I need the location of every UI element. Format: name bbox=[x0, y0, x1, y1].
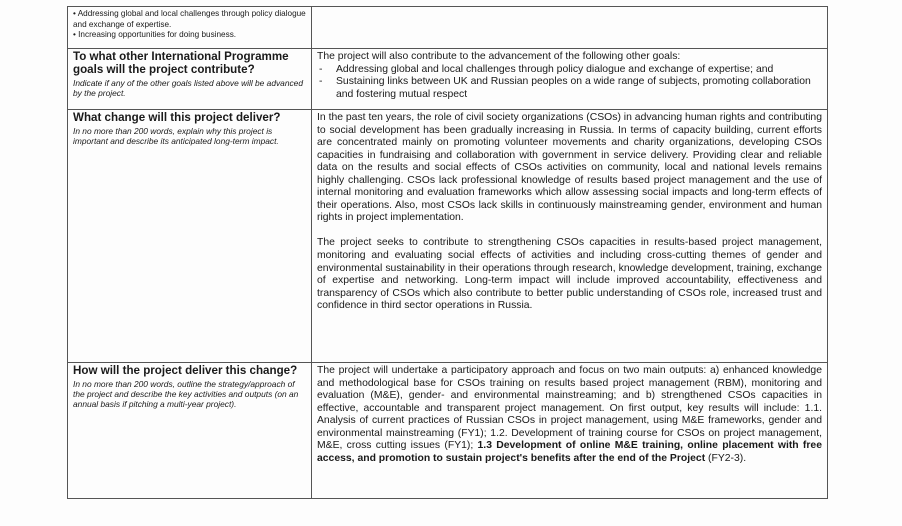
table-row bbox=[68, 110, 828, 363]
question-hint: In no more than 200 words, outline the strategy/approach of the project and describe the key activities and outputs (on an annual basis if pitching a multi-year project). bbox=[73, 378, 299, 410]
table-row bbox=[68, 7, 828, 49]
question-title: To what other International Programme goals will the project contribute? bbox=[73, 50, 289, 76]
answer-cell bbox=[312, 49, 828, 110]
answer-tail-text: (FY2-3). bbox=[705, 452, 747, 464]
answer-paragraph: In the past ten years, the role of civil society organizations (CSOs) in advancing human rights and contributing to social development has been gradually increasing in Russia. In terms of capacity building, current efforts are concentrated mainly on promoting volunteer movements and charity organizations, developing CSOs capacities in fundraising and collaboration with government in service delivery. Providing clear and reliable data on the results and social effects of CSOs activities on community, local and national levels remains highly challenging. CSOs lack professional knowledge of results based project management and the use of internal monitoring and evaluation frameworks which allow assessing social impacts and long-term effects of their operations. Also, most CSOs lack skills in continuously mainstreaming gender, environment and human rights in project implementation. bbox=[317, 112, 822, 224]
answer-paragraph bbox=[317, 365, 822, 465]
bullet-item: • Increasing opportunities for doing business. bbox=[73, 30, 237, 40]
question-title: What change will this project deliver? bbox=[73, 111, 281, 124]
answer-cell bbox=[312, 110, 828, 363]
question-cell bbox=[68, 49, 312, 110]
answer-cell bbox=[312, 363, 828, 499]
answer-bold-text: 1.3 Development of online M&E training, online placement with free access, and promotion to sustain project's benefits after the end of the Project bbox=[317, 440, 822, 464]
goal-bullets-cell bbox=[68, 7, 312, 49]
question-cell bbox=[68, 363, 312, 499]
bullet-item: • Addressing global and local challenges through policy dialogue and exchange of expertise. bbox=[73, 9, 306, 29]
proposal-form-table bbox=[67, 6, 828, 499]
table-row bbox=[68, 49, 828, 110]
question-hint: Indicate if any of the other goals listed above will be advanced by the project. bbox=[73, 77, 303, 98]
question-cell bbox=[68, 110, 312, 363]
question-hint: In no more than 200 words, explain why this project is important and describe its anticipated long-term impact. bbox=[73, 125, 279, 146]
answer-intro: The project will also contribute to the advancement of the following other goals: bbox=[317, 51, 681, 62]
answer-paragraph: The project seeks to contribute to strengthening CSOs capacities in results-based project management, monitoring and evaluating social effects of activities and including cross-cutting themes of gender and environmental sustainability in their operations through research, knowledge development, training, exchange of expertise and networking. Long-term impact will include improved accountability, effectiveness and transparency of CSOs which also contribute to better public understanding of CSOs role, increased trust and confidence in third sector operations in Russia. bbox=[317, 237, 822, 312]
question-title: How will the project deliver this change? bbox=[73, 364, 298, 377]
empty-answer-cell bbox=[312, 7, 828, 49]
answer-list-item: - Sustaining links between UK and Russian peoples on a wide range of subjects, promoting collaboration and fostering mutual respect bbox=[317, 76, 822, 101]
answer-list-item: - Addressing global and local challenges through policy dialogue and exchange of expertise; and bbox=[317, 64, 822, 77]
table-row bbox=[68, 363, 828, 499]
answer-text: The project will undertake a participatory approach and focus on two main outputs: a) enhanced knowledge and methodological base for CSOs training on results based project management (RBM), monitoring and evaluation (M&E), gender- and environmental mainstreaming; and b) strengthened CSOs capacities in effective, accountable and transparent project management. On first output, key results will include: 1.1. Analysis of current practices of Russian CSOs in project management, using M&E frameworks, gender and environmental mainstreaming (FY1); 1.2. Development of training course for CSOs on project management, M&E, cross cutting issues (FY1); bbox=[317, 365, 822, 452]
